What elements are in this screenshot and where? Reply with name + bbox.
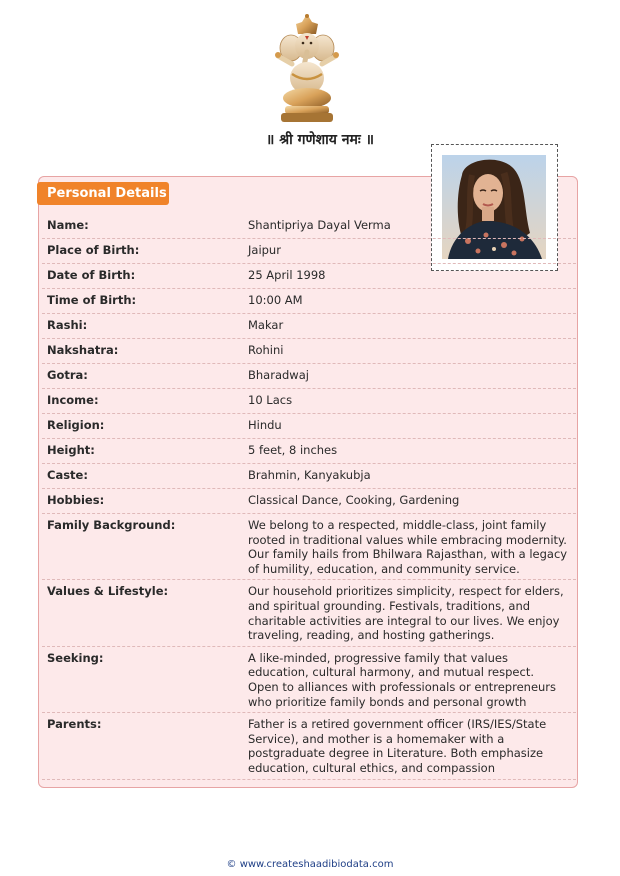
- detail-label: Place of Birth:: [47, 243, 140, 257]
- detail-label: Parents:: [47, 717, 102, 732]
- detail-row-date-of-birth: [42, 264, 576, 289]
- ganesh-mantra: ॥ श्री गणेशाय नमः ॥: [265, 132, 375, 148]
- detail-value: Makar: [248, 318, 284, 332]
- detail-value: Bharadwaj: [248, 368, 309, 382]
- detail-value: 25 April 1998: [248, 268, 326, 282]
- detail-value: We belong to a respected, middle-class, joint family rooted in traditional values while embracing modernity. Our family hails from Bhilwara Rajasthan, with a legacy of humility, education, and community service.: [248, 518, 568, 576]
- details-list: [42, 214, 576, 780]
- detail-value: Our household prioritizes simplicity, respect for elders, and spiritual grounding. Festivals, traditions, and charitable activities are integral to our lives. We enjoy traveling, reading, and hosting gatherings.: [248, 584, 564, 643]
- detail-row-caste: [42, 464, 576, 489]
- detail-row-parents: [42, 713, 576, 779]
- detail-row-income: [42, 389, 576, 414]
- detail-row-place-of-birth: [42, 239, 576, 264]
- detail-label: Rashi:: [47, 318, 88, 332]
- detail-label: Values & Lifestyle:: [47, 584, 169, 599]
- detail-value: A like-minded, progressive family that values education, cultural harmony, and mutual respect. Open to alliances with professionals or entrepreneurs who prioritize family bonds and personal growth: [248, 650, 557, 709]
- detail-label: Seeking:: [47, 650, 104, 665]
- detail-label: Income:: [47, 393, 99, 407]
- detail-value: Rohini: [248, 343, 284, 357]
- detail-value: Jaipur: [248, 243, 281, 257]
- detail-row-seeking: [42, 647, 576, 713]
- footer-website-link[interactable]: © www.createshaadibiodata.com: [226, 859, 394, 870]
- detail-value: Shantipriya Dayal Verma: [248, 218, 391, 232]
- detail-row-values-lifestyle: [42, 580, 576, 646]
- detail-row-family-background: [42, 514, 576, 580]
- detail-label: Family Background:: [47, 518, 176, 532]
- detail-value: Brahmin, Kanyakubja: [248, 468, 371, 482]
- detail-row-time-of-birth: [42, 289, 576, 314]
- detail-label: Hobbies:: [47, 493, 105, 507]
- detail-row-hobbies: [42, 489, 576, 514]
- detail-row-name: [42, 214, 576, 239]
- detail-row-height: [42, 439, 576, 464]
- detail-value: 10 Lacs: [248, 393, 293, 407]
- detail-label: Caste:: [47, 468, 88, 482]
- detail-label: Nakshatra:: [47, 343, 119, 357]
- ganesha-idol-icon: [272, 12, 342, 124]
- detail-value: Classical Dance, Cooking, Gardening: [248, 493, 460, 507]
- section-title-personal-details: Personal Details: [37, 182, 169, 205]
- detail-row-rashi: [42, 314, 576, 339]
- detail-row-gotra: [42, 364, 576, 389]
- detail-row-religion: [42, 414, 576, 439]
- detail-value: Father is a retired government officer (IRS/IES/State Service), and mother is a homemaker with a postgraduate degree in Literature. Both emphasize education, cultural ethics, and compassion: [248, 717, 547, 775]
- detail-value: 5 feet, 8 inches: [248, 443, 338, 457]
- detail-label: Religion:: [47, 418, 105, 432]
- detail-label: Date of Birth:: [47, 268, 136, 282]
- detail-row-nakshatra: [42, 339, 576, 364]
- detail-label: Height:: [47, 443, 95, 457]
- detail-value: 10:00 AM: [248, 293, 303, 307]
- detail-label: Name:: [47, 218, 89, 232]
- detail-label: Gotra:: [47, 368, 88, 382]
- detail-value: Hindu: [248, 418, 282, 432]
- detail-label: Time of Birth:: [47, 293, 137, 307]
